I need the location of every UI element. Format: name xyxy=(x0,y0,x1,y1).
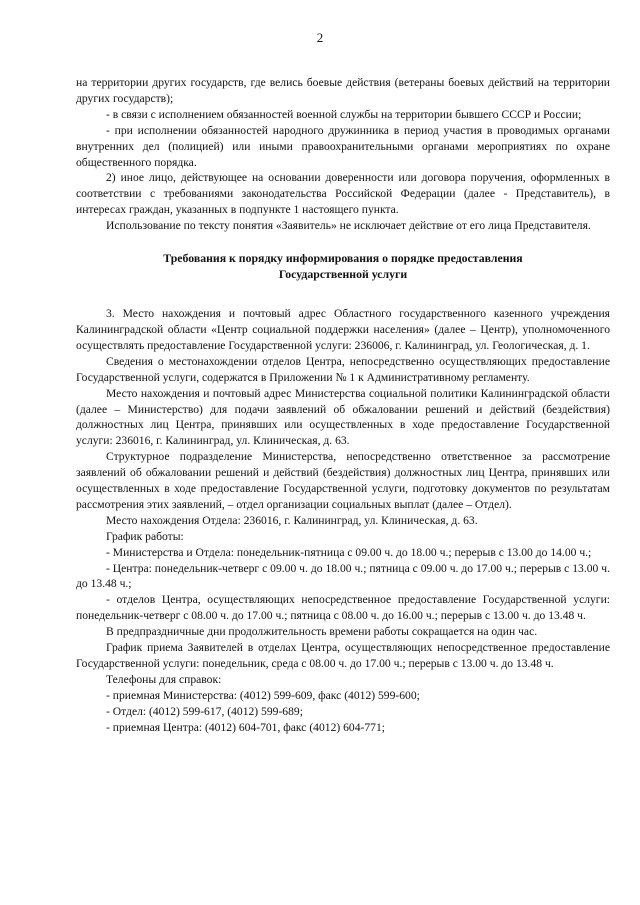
paragraph-body-8: - Центра: понедельник-четверг с 09.00 ч. до 18.00 ч.; пятница с 09.00 ч. до 17.00 ч.; перерыв с 13.00 ч. до 13.48 ч.; xyxy=(76,561,610,591)
section-heading xyxy=(76,250,610,282)
paragraph-body-2: Сведения о местонахождении отделов Центра, непосредственно осуществляющих предоставление Государственной услуги, содержатся в Приложении № 1 к Административному регламенту. xyxy=(76,354,610,384)
section-heading-line-1: Требования к порядку информирования о порядке предоставления xyxy=(163,251,523,266)
paragraph-body-7: - Министерства и Отдела: понедельник-пятница с 09.00 ч. до 18.00 ч.; перерыв с 13.00 до 14.00 ч.; xyxy=(106,545,592,559)
document-body xyxy=(76,75,610,736)
paragraph-body-12: Телефоны для справок: xyxy=(106,672,222,686)
paragraph-body-11: График приема Заявителей в отделах Центра, осуществляющих непосредственное предоставление Государственной услуги: понедельник, среда с 08.00 ч. до 17.00 ч.; перерыв с 13.00 ч. до 13.48 ч. xyxy=(76,641,610,670)
paragraph-intro-5: Использование по тексту понятия «Заявитель» не исключает действие от его лица Представителя. xyxy=(106,219,591,233)
paragraph-body-9: - отделов Центра, осуществляющих непосредственное предоставление Государственной услуги: понедельник-четверг с 08.00 ч. до 17.00 ч.; пятница с 08.00 ч. до 16.00 ч.; перерыв с 13.00 ч. до 13.48 ч. xyxy=(76,593,610,623)
section-heading-line-2: Государственной услуги xyxy=(278,267,408,282)
paragraph-body-15: - приемная Центра: (4012) 604-701, факс (4012) 604-771; xyxy=(106,720,385,734)
paragraph-body-6: График работы: xyxy=(106,529,184,543)
paragraph-body-5: Место нахождения Отдела: 236016, г. Калининград, ул. Клиническая, д. 63. xyxy=(106,513,478,527)
paragraph-intro-4: 2) иное лицо, действующее на основании доверенности или договора поручения, оформленных в соответствии с требованиями законодательства Российской Федерации (далее - Представитель), в интересах граждан, указанных в подпункте 1 настоящего пункта. xyxy=(76,171,610,217)
paragraph-body-13: - приемная Министерства: (4012) 599-609, факс (4012) 599-600; xyxy=(106,688,420,702)
paragraph-body-3: Место нахождения и почтовый адрес Министерства социальной политики Калининградской области (далее – Министерство) для подачи заявлений об обжаловании решений и действий (бездействия) должностных лиц Центра, принявших или осуществленных в ходе предоставление Государственной услуги: 236016, г. Калининград, ул. Клиническая, д. 63. xyxy=(76,386,610,448)
paragraph-intro-2: - в связи с исполнением обязанностей военной службы на территории бывшего СССР и России; xyxy=(106,107,582,121)
paragraph-body-4: Структурное подразделение Министерства, непосредственно ответственное за рассмотрение заявлений об обжаловании решений и действий (бездействия) должностных лиц Центра, принявших или осуществленных в ходе предоставление Государственной услуги, подготовку документов по результатам рассмотрения этих заявлений, – отдел организации социальных выплат (далее – Отдел). xyxy=(76,450,610,511)
paragraph-body-10: В предпраздничные дни продолжительность времени работы сокращается на один час. xyxy=(106,625,538,639)
paragraph-intro-1: на территории других государств, где велись боевые действия (ветераны боевых действий на территории других государств); xyxy=(76,76,610,105)
paragraph-intro-3: - при исполнении обязанностей народного дружинника в период участия в проводимых органами внутренних дел (полицией) или иными правоохранительными органами мероприятиях по охране общественного порядка. xyxy=(76,123,610,169)
paragraph-body-14: - Отдел: (4012) 599-617, (4012) 599-689; xyxy=(106,704,303,718)
page-number: 2 xyxy=(316,30,324,45)
paragraph-body-1: 3. Место нахождения и почтовый адрес Областного государственного казенного учреждения Калининградской области «Центр социальной поддержки населения» (далее – Центр), уполномоченного осуществлять предоставление Государственной услуги: 236006, г. Калининград, ул. Геологическая, д. 1. xyxy=(76,307,610,352)
